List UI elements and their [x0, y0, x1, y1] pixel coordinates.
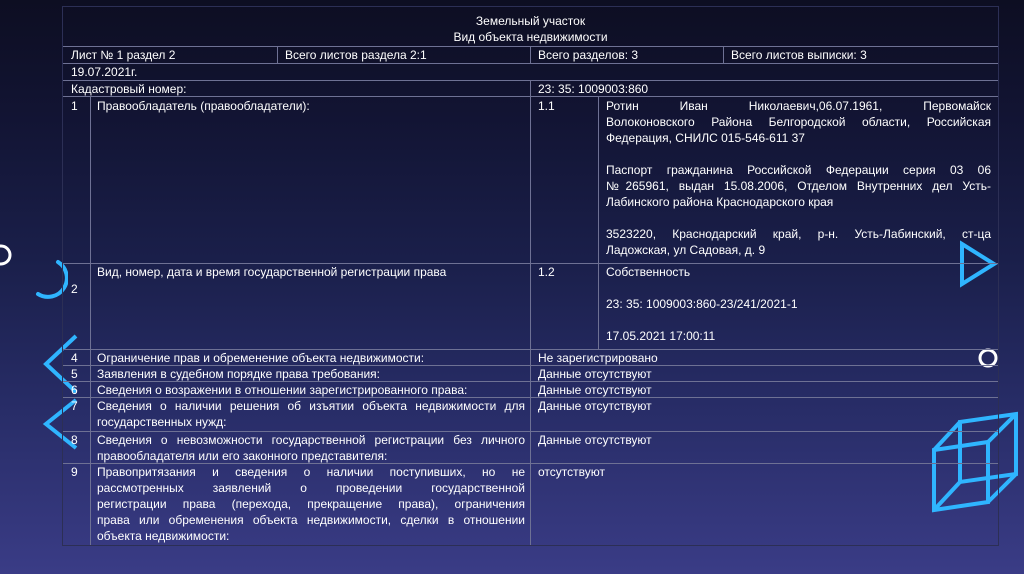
row-2-number: 2	[71, 282, 78, 296]
cadastral-label: Кадастровый номер:	[71, 82, 187, 96]
extract-document	[62, 6, 999, 546]
row-9-number: 9	[71, 465, 78, 479]
row-9-label: Правопритязания и сведения о наличии поступивших, но не рассмотренных заявлений о проведении государственной регистрации права (перехода, прекращение права), ограничения права или обременения объекта недвижимости, сделки в отношении объекта недвижимости:	[97, 465, 525, 543]
row-1-subnumber: 1.1	[538, 99, 555, 113]
row-2-label: Вид, номер, дата и время государственной регистрации права	[97, 265, 447, 279]
row-8-value: Данные отсутствуют	[538, 433, 652, 447]
decor-circle-left-icon	[0, 240, 16, 270]
right-holder-info: Ротин Иван Николаевич,06.07.1961, Первомайск Волоконовского Района Белгородской области, Российская Федерация, СНИЛС 015-546-611 37 Паспорт гражданина Российской Федерации серия 03 06 №265961, выдан 15.08.2006, Отделом Внутренних дел Усть- Лабинского района Краснодарского края 3523220, Краснодарский край, р-н. Усть-Лабинский, ст-ца Ладожская, ул Садовая, д. 9	[606, 99, 991, 257]
row-5-number: 5	[71, 367, 78, 381]
row-4-label: Ограничение прав и обременение объекта недвижимости:	[97, 351, 425, 365]
row-5-value: Данные отсутствуют	[538, 367, 652, 381]
cadastral-number: 23: 35: 1009003:860	[538, 82, 649, 96]
row-1-number: 1	[71, 99, 78, 113]
row-6-number: 6	[71, 383, 78, 397]
row-6-label: Сведения о возражении в отношении зарегистрированного права:	[97, 383, 468, 397]
extract-sheet-count: Всего листов выписки: 3	[731, 48, 867, 62]
extract-date: 19.07.2021г.	[71, 65, 138, 79]
document-title: Земельный участок	[475, 14, 586, 28]
row-7-value: Данные отсутствуют	[538, 399, 652, 413]
row-5-label: Заявления в судебном порядке права требования:	[97, 367, 380, 381]
row-4-value: Не зарегистрировано	[538, 351, 658, 365]
section-sheet-count: Всего листов раздела 2:1	[285, 48, 427, 62]
row-4-number: 4	[71, 351, 78, 365]
object-type-title: Вид объекта недвижимости	[453, 30, 608, 44]
row-8-label: Сведения о невозможности государственной регистрации без личного правообладателя или его законного представителя:	[97, 433, 525, 463]
section-count: Всего разделов: 3	[538, 48, 639, 62]
sheet-number: Лист № 1 раздел 2	[71, 48, 176, 62]
row-9-value: отсутствуют	[538, 465, 605, 479]
row-2-subnumber: 1.2	[538, 265, 555, 279]
row-7-label: Сведения о наличии решения об изъятии объекта недвижимости для государственных нужд:	[97, 399, 525, 429]
row-1-label: Правообладатель (правообладатели):	[97, 99, 310, 113]
row-7-number: 7	[71, 399, 78, 413]
row-6-value: Данные отсутствуют	[538, 383, 652, 397]
row-8-number: 8	[71, 433, 78, 447]
registration-info: Собственность 23: 35: 1009003:860-23/241/2021-1 17.05.2021 17:00:11	[606, 265, 798, 343]
